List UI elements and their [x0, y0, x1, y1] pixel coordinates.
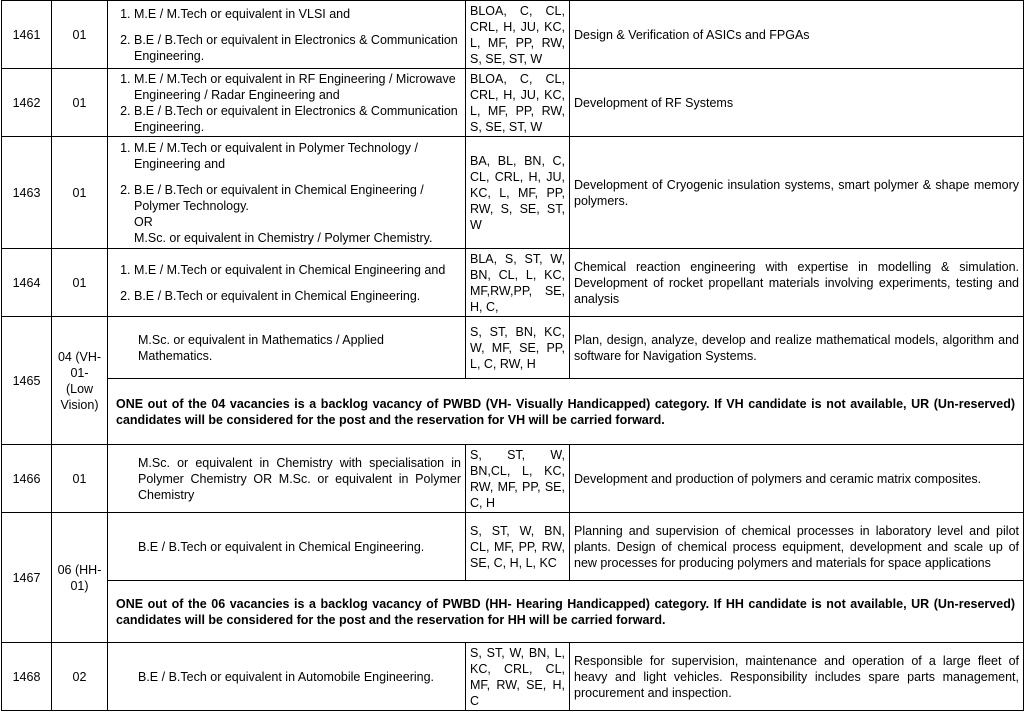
post-code: 1464 [2, 249, 52, 317]
qualification-or: OR [134, 214, 153, 229]
post-code: 1462 [2, 69, 52, 137]
qualification-cell [108, 69, 466, 137]
qualification-item: B.E / B.Tech or equivalent in Automobile Engineering. [138, 669, 435, 684]
qualification-item: 2. B.E / B.Tech or equivalent in Chemical Engineering / Polymer Technology. [134, 182, 461, 214]
qualification-cell [108, 249, 466, 317]
category-codes: S, ST, W, BN, CL, MF, PP, RW, SE, C, H, L, KC [466, 513, 570, 581]
vacancy-count: 01 [52, 69, 108, 137]
vacancy-count: 06 (HH- 01) [52, 513, 108, 643]
qualification-item: 1. M.E / M.Tech or equivalent in Polymer Technology / Engineering and [134, 140, 461, 172]
job-description: Development and production of polymers and ceramic matrix composites. [570, 445, 1024, 513]
qualification-item: 2. B.E / B.Tech or equivalent in Electronics & Communication Engineering. [134, 103, 461, 135]
qualification-cell [108, 643, 466, 711]
table-row [2, 137, 1024, 249]
qualification-item: M.Sc. or equivalent in Chemistry with specialisation in Polymer Chemistry OR M.Sc. or equivalent in Polymer Chemistry [138, 455, 461, 502]
table-row [2, 69, 1024, 137]
qualification-cell [108, 513, 466, 581]
post-code: 1466 [2, 445, 52, 513]
table-row [2, 445, 1024, 513]
category-codes: S, ST, W, BN,CL, L, KC, RW, MF, PP, SE, C, H [466, 445, 570, 513]
qualification-item: 2. B.E / B.Tech or equivalent in Electronics & Communication Engineering. [134, 32, 461, 64]
post-code: 1468 [2, 643, 52, 711]
job-description: Development of RF Systems [570, 69, 1024, 137]
vacancy-count: 01 [52, 1, 108, 69]
note-row [2, 581, 1024, 643]
job-description: Chemical reaction engineering with expertise in modelling & simulation. Development of rocket propellant materials involving experiments, testing and analysis [570, 249, 1024, 317]
table-row [2, 1, 1024, 69]
post-code: 1461 [2, 1, 52, 69]
post-code: 1463 [2, 137, 52, 249]
qualification-item: M.Sc. or equivalent in Chemistry / Polymer Chemistry. [134, 230, 433, 245]
category-codes: S, ST, W, BN, L, KC, CRL, CL, MF, RW, SE, H, C [466, 643, 570, 711]
category-codes: BA, BL, BN, C, CL, CRL, H, JU, KC, L, MF, PP, RW, S, SE, ST, W [466, 137, 570, 249]
table-row [2, 513, 1024, 581]
category-codes: S, ST, BN, KC, W, MF, SE, PP, L, C, RW, H [466, 317, 570, 379]
qualification-cell [108, 317, 466, 379]
qualification-item: 1. M.E / M.Tech or equivalent in Chemical Engineering and [134, 262, 461, 278]
job-description: Development of Cryogenic insulation systems, smart polymer & shape memory polymers. [570, 137, 1024, 249]
job-description: Responsible for supervision, maintenance and operation of a large fleet of heavy and light vehicles. Responsibility includes spare parts management, procurement and inspection. [570, 643, 1024, 711]
post-code: 1467 [2, 513, 52, 643]
vacancy-count: 01 [52, 249, 108, 317]
vacancy-count: 04 (VH-01- (Low Vision) [52, 317, 108, 445]
recruitment-table [1, 0, 1024, 711]
note-row [2, 379, 1024, 445]
post-code: 1465 [2, 317, 52, 445]
qualification-item: B.E / B.Tech or equivalent in Chemical Engineering. [138, 539, 425, 554]
vacancy-count: 01 [52, 137, 108, 249]
qualification-item: M.Sc. or equivalent in Mathematics / Applied Mathematics. [138, 332, 384, 363]
qualification-item: 1. M.E / M.Tech or equivalent in VLSI and [134, 6, 461, 22]
qualification-cell [108, 137, 466, 249]
backlog-note: ONE out of the 04 vacancies is a backlog vacancy of PWBD (VH- Visually Handicapped) category. If VH candidate is not available, UR (Un-reserved) candidates will be considered for the post and the reservation for VH will be carried forward. [108, 379, 1024, 445]
vacancy-count: 02 [52, 643, 108, 711]
qualification-cell [108, 1, 466, 69]
table-row [2, 317, 1024, 379]
category-codes: BLOA, C, CL, CRL, H, JU, KC, L, MF, PP, RW, S, SE, ST, W [466, 1, 570, 69]
qualification-item: 1. M.E / M.Tech or equivalent in RF Engineering / Microwave Engineering / Radar Engineering and [134, 71, 461, 103]
qualification-cell [108, 445, 466, 513]
category-codes: BLOA, C, CL, CRL, H, JU, KC, L, MF, PP, RW, S, SE, ST, W [466, 69, 570, 137]
job-description: Design & Verification of ASICs and FPGAs [570, 1, 1024, 69]
backlog-note: ONE out of the 06 vacancies is a backlog vacancy of PWBD (HH- Hearing Handicapped) category. If HH candidate is not available, UR (Un-reserved) candidates will be considered for the post and the reservation for HH will be carried forward. [108, 581, 1024, 643]
table-row [2, 249, 1024, 317]
qualification-item: 2. B.E / B.Tech or equivalent in Chemical Engineering. [134, 288, 461, 304]
table-row [2, 643, 1024, 711]
category-codes: BLA, S, ST, W, BN, CL, L, KC, MF,RW,PP, SE, H, C, [466, 249, 570, 317]
vacancy-count: 01 [52, 445, 108, 513]
job-description: Plan, design, analyze, develop and realize mathematical models, algorithm and software for Navigation Systems. [570, 317, 1024, 379]
job-description: Planning and supervision of chemical processes in laboratory level and pilot plants. Design of chemical process equipment, development and scale up of new processes for producing polymers and materials for space applications [570, 513, 1024, 581]
